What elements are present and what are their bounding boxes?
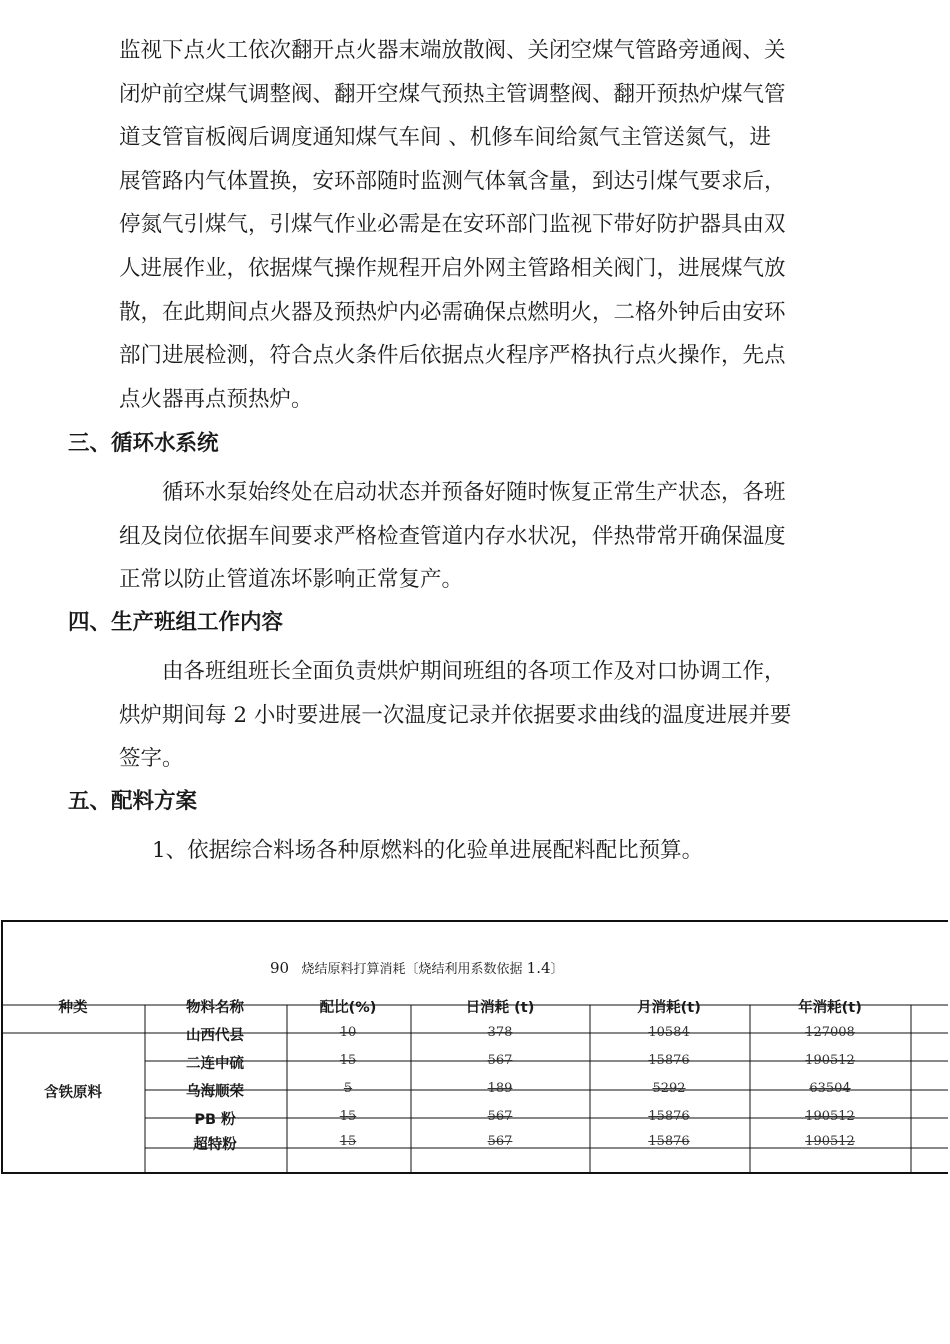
section3-paragraph <box>119 471 861 602</box>
header-daily: 日消耗 (t) <box>465 1000 535 1016</box>
row-material-name: 乌海顺荣 <box>186 1084 244 1100</box>
row-ratio: 10 <box>339 1025 357 1040</box>
row-monthly: 15876 <box>648 1134 690 1149</box>
section4-heading: 四、生产班组工作内容 <box>68 610 284 635</box>
row-yearly: 63504 <box>809 1081 851 1096</box>
header-ratio: 配比(%) <box>319 1000 377 1016</box>
text-line: 停氮气引煤气，引煤气作业必需是在安环部门监视下带好防护器具由双 <box>119 212 786 238</box>
row-yearly: 190512 <box>805 1134 855 1149</box>
table-title <box>270 958 564 977</box>
text-line: 展管路内气体置换，安环部随时监测气体氧含量，到达引煤气要求后， <box>119 168 786 194</box>
row-monthly: 10584 <box>648 1025 690 1040</box>
row-monthly: 15876 <box>648 1053 690 1068</box>
header-monthly: 月消耗(t) <box>637 1000 701 1016</box>
text-line: 监视下点火工依次翻开点火器末端放散阀、关闭空煤气管路旁通阀、关 <box>119 38 786 63</box>
header-yearly: 年消耗(t) <box>798 1000 862 1016</box>
text-line: 由各班组班长全面负责烘炉期间班组的各项工作及对口协调工作， <box>119 659 786 684</box>
row-daily: 378 <box>487 1025 513 1040</box>
row-ratio: 15 <box>339 1109 357 1124</box>
header-category: 种类 <box>58 1000 88 1016</box>
row-daily: 567 <box>487 1134 513 1149</box>
text-line: 人进展作业，依据煤气操作规程开启外网主管路相关阀门，进展煤气放 <box>119 255 786 281</box>
row-material-name: 山西代县 <box>186 1028 244 1044</box>
section5-heading: 五、配料方案 <box>68 789 198 814</box>
row-yearly: 127008 <box>805 1025 855 1040</box>
section2-paragraph <box>119 29 861 421</box>
text-line: 签字。 <box>119 746 184 772</box>
text-line: 部门进展检测，符合点火条件后依据点火程序严格执行点火操作，先点 <box>119 343 786 369</box>
row-yearly: 190512 <box>805 1109 855 1124</box>
row-material-name: PB 粉 <box>194 1112 236 1128</box>
text-line: 循环水泵始终处在启动状态并预备好随时恢复正常生产状态，各班 <box>119 480 786 505</box>
text-line: 烘炉期间每 2 小时要进展一次温度记录并依据要求曲线的温度进展并要 <box>119 702 792 728</box>
text-line: 闭炉前空煤气调整阀、翻开空煤气预热主管调整阀、翻开预热炉煤气管 <box>119 81 786 107</box>
text-line: 组及岗位依据车间要求严格检查管道内存水状况，伴热带常开确保温度 <box>119 523 786 549</box>
text-line: 正常以防止管道冻坏影响正常复产。 <box>119 567 464 593</box>
text-line: 道支管盲板阀后调度通知煤气车间 、机修车间给氮气主管送氮气，进 <box>119 125 771 151</box>
header-material-name: 物料名称 <box>186 1000 244 1016</box>
row-material-name: 超特粉 <box>193 1137 237 1153</box>
section5-item-1: 1、依据综合料场各种原燃料的化验单进展配料配比预算。 <box>152 838 704 863</box>
section3-heading: 三、循环水系统 <box>68 431 219 456</box>
table-title-text: 烧结原料打算消耗〔烧结利用系数依据 <box>301 962 523 977</box>
row-daily: 567 <box>487 1109 513 1124</box>
text-line: 点火器再点预热炉。 <box>119 386 313 412</box>
text-line: 散，在此期间点火器及预热炉内必需确保点燃明火，二格外钟后由安环 <box>119 299 786 325</box>
row-daily: 567 <box>487 1053 513 1068</box>
row-daily: 189 <box>487 1081 513 1096</box>
row-ratio: 15 <box>339 1134 357 1149</box>
row-ratio: 15 <box>339 1053 357 1068</box>
category-cell: 含铁原料 <box>44 1085 102 1101</box>
table-title-end: 〕 <box>550 962 564 977</box>
table-title-factor: 1.4 <box>526 959 551 977</box>
row-monthly: 5292 <box>652 1081 686 1096</box>
row-material-name: 二连中硫 <box>186 1056 244 1072</box>
section4-paragraph <box>119 650 861 781</box>
table-title-number: 90 <box>270 959 290 977</box>
row-monthly: 15876 <box>648 1109 690 1124</box>
row-yearly: 190512 <box>805 1053 855 1068</box>
row-ratio: 5 <box>343 1081 353 1096</box>
